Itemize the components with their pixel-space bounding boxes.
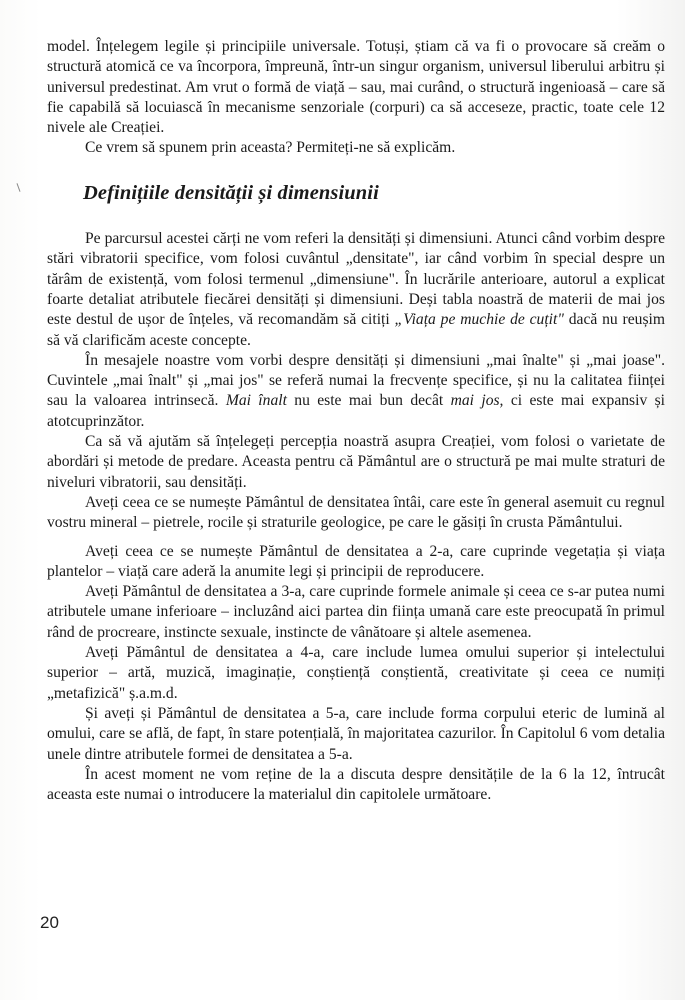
body-paragraph: Aveți ceea ce se numește Pământul de densitatea a 2-a, care cuprinde vegetația și viața plantelor – viață care aderă la anumite legi și principii de reproducere. xyxy=(47,542,665,580)
intro-paragraph-1: model. Înțelegem legile și principiile universale. Totuși, știam că va fi o provocare să creăm o structură atomică ce va încorpora, împreună, într-un singur organism, universul liberului arbitru și universul predestinat. Am vrut o formă de viață – sau, mai curând, o structură ingenioasă – care să fie capabilă să locuiască în mecanisme senzoriale (corpuri) ca să acceseze, practic, toate cele 12 nivele ale Creației. xyxy=(47,38,665,137)
body-paragraph: Aveți Pământul de densitatea a 3-a, care cuprinde formele animale și ceea ce s-ar putea numi atributele umane inferioare – incluzând aici partea din ființa umană care este preocupată în primul rând de procreare, instincte sexuale, instincte de vânătoare și altele asemenea. xyxy=(47,583,665,641)
body-paragraph: Ca să vă ajutăm să înțelegeți percepția noastră asupra Creației, vom folosi o varietate de abordări și metode de predare. Aceasta pentru că Pământul are o structură pe mai multe straturi de niveluri vibratorii, sau densități. xyxy=(47,433,665,491)
body-paragraph: În acest moment ne vom reține de la a discuta despre densitățile de la 6 la 12, întrucât aceasta este numai o introducere la materialul din capitolele următoare. xyxy=(47,765,665,804)
margin-pen-mark xyxy=(16,183,20,192)
body-paragraph: Aveți ceea ce se numește Pământul de densitatea întâi, care este în general asemuit cu regnul vostru mineral – pietrele, rocile și straturile geologice, pe care le găsiți în crusta Pământului. xyxy=(47,493,665,532)
section-heading: Definițiile densității și dimensiunii xyxy=(83,181,379,204)
body-paragraph: În mesajele noastre vom vorbi despre densități și dimensiuni „mai înalte" și „mai joase". Cuvintele „mai înalt" și „mai jos" se referă numai la frecvențe specifice, și nu la calitatea ființei sau la valoarea intrinsecă. Mai înalt nu este mai bun decât mai jos, ci este mai expansiv și atotcuprinzător. xyxy=(47,351,666,430)
page-number: 20 xyxy=(40,913,59,932)
intro-paragraph-2: Ce vrem să spunem prin aceasta? Permiteți-ne să explicăm. xyxy=(85,139,456,157)
body-paragraph: Și aveți și Pământul de densitatea a 5-a, care include forma corpului eteric de lumină al omului, care se află, de fapt, în stare potențială, în majoritatea cazurilor. În Capitolul 6 vom detalia unele dintre atributele formei de densitatea a 5-a. xyxy=(47,704,665,763)
body-paragraph: Aveți Pământul de densitatea a 4-a, care include lumea omului superior și intelectului superior – artă, muzică, imaginație, conștiență conștientă, creativitate și ceea ce numiți „metafizică" ș.a.m.d. xyxy=(47,644,665,702)
body-paragraph: Pe parcursul acestei cărți ne vom referi la densități și dimensiuni. Atunci când vorbim despre stări vibratorii specifice, vom folosi cuvântul „densitate", iar când vorbim în special despre un tărâm de existență, vom folosi termenul „dimensiune". În lucrările anterioare, autorul a explicat foarte detaliat atributele fiecărei densități și dimensiuni. Deși tabla noastră de materii de mai jos este destul de ușor de înțeles, vă recomandăm să citiți „Viața pe muchie de cuțit" dacă nu reușim să vă clarificăm aceste concepte. xyxy=(47,230,665,349)
page-body xyxy=(47,37,665,805)
